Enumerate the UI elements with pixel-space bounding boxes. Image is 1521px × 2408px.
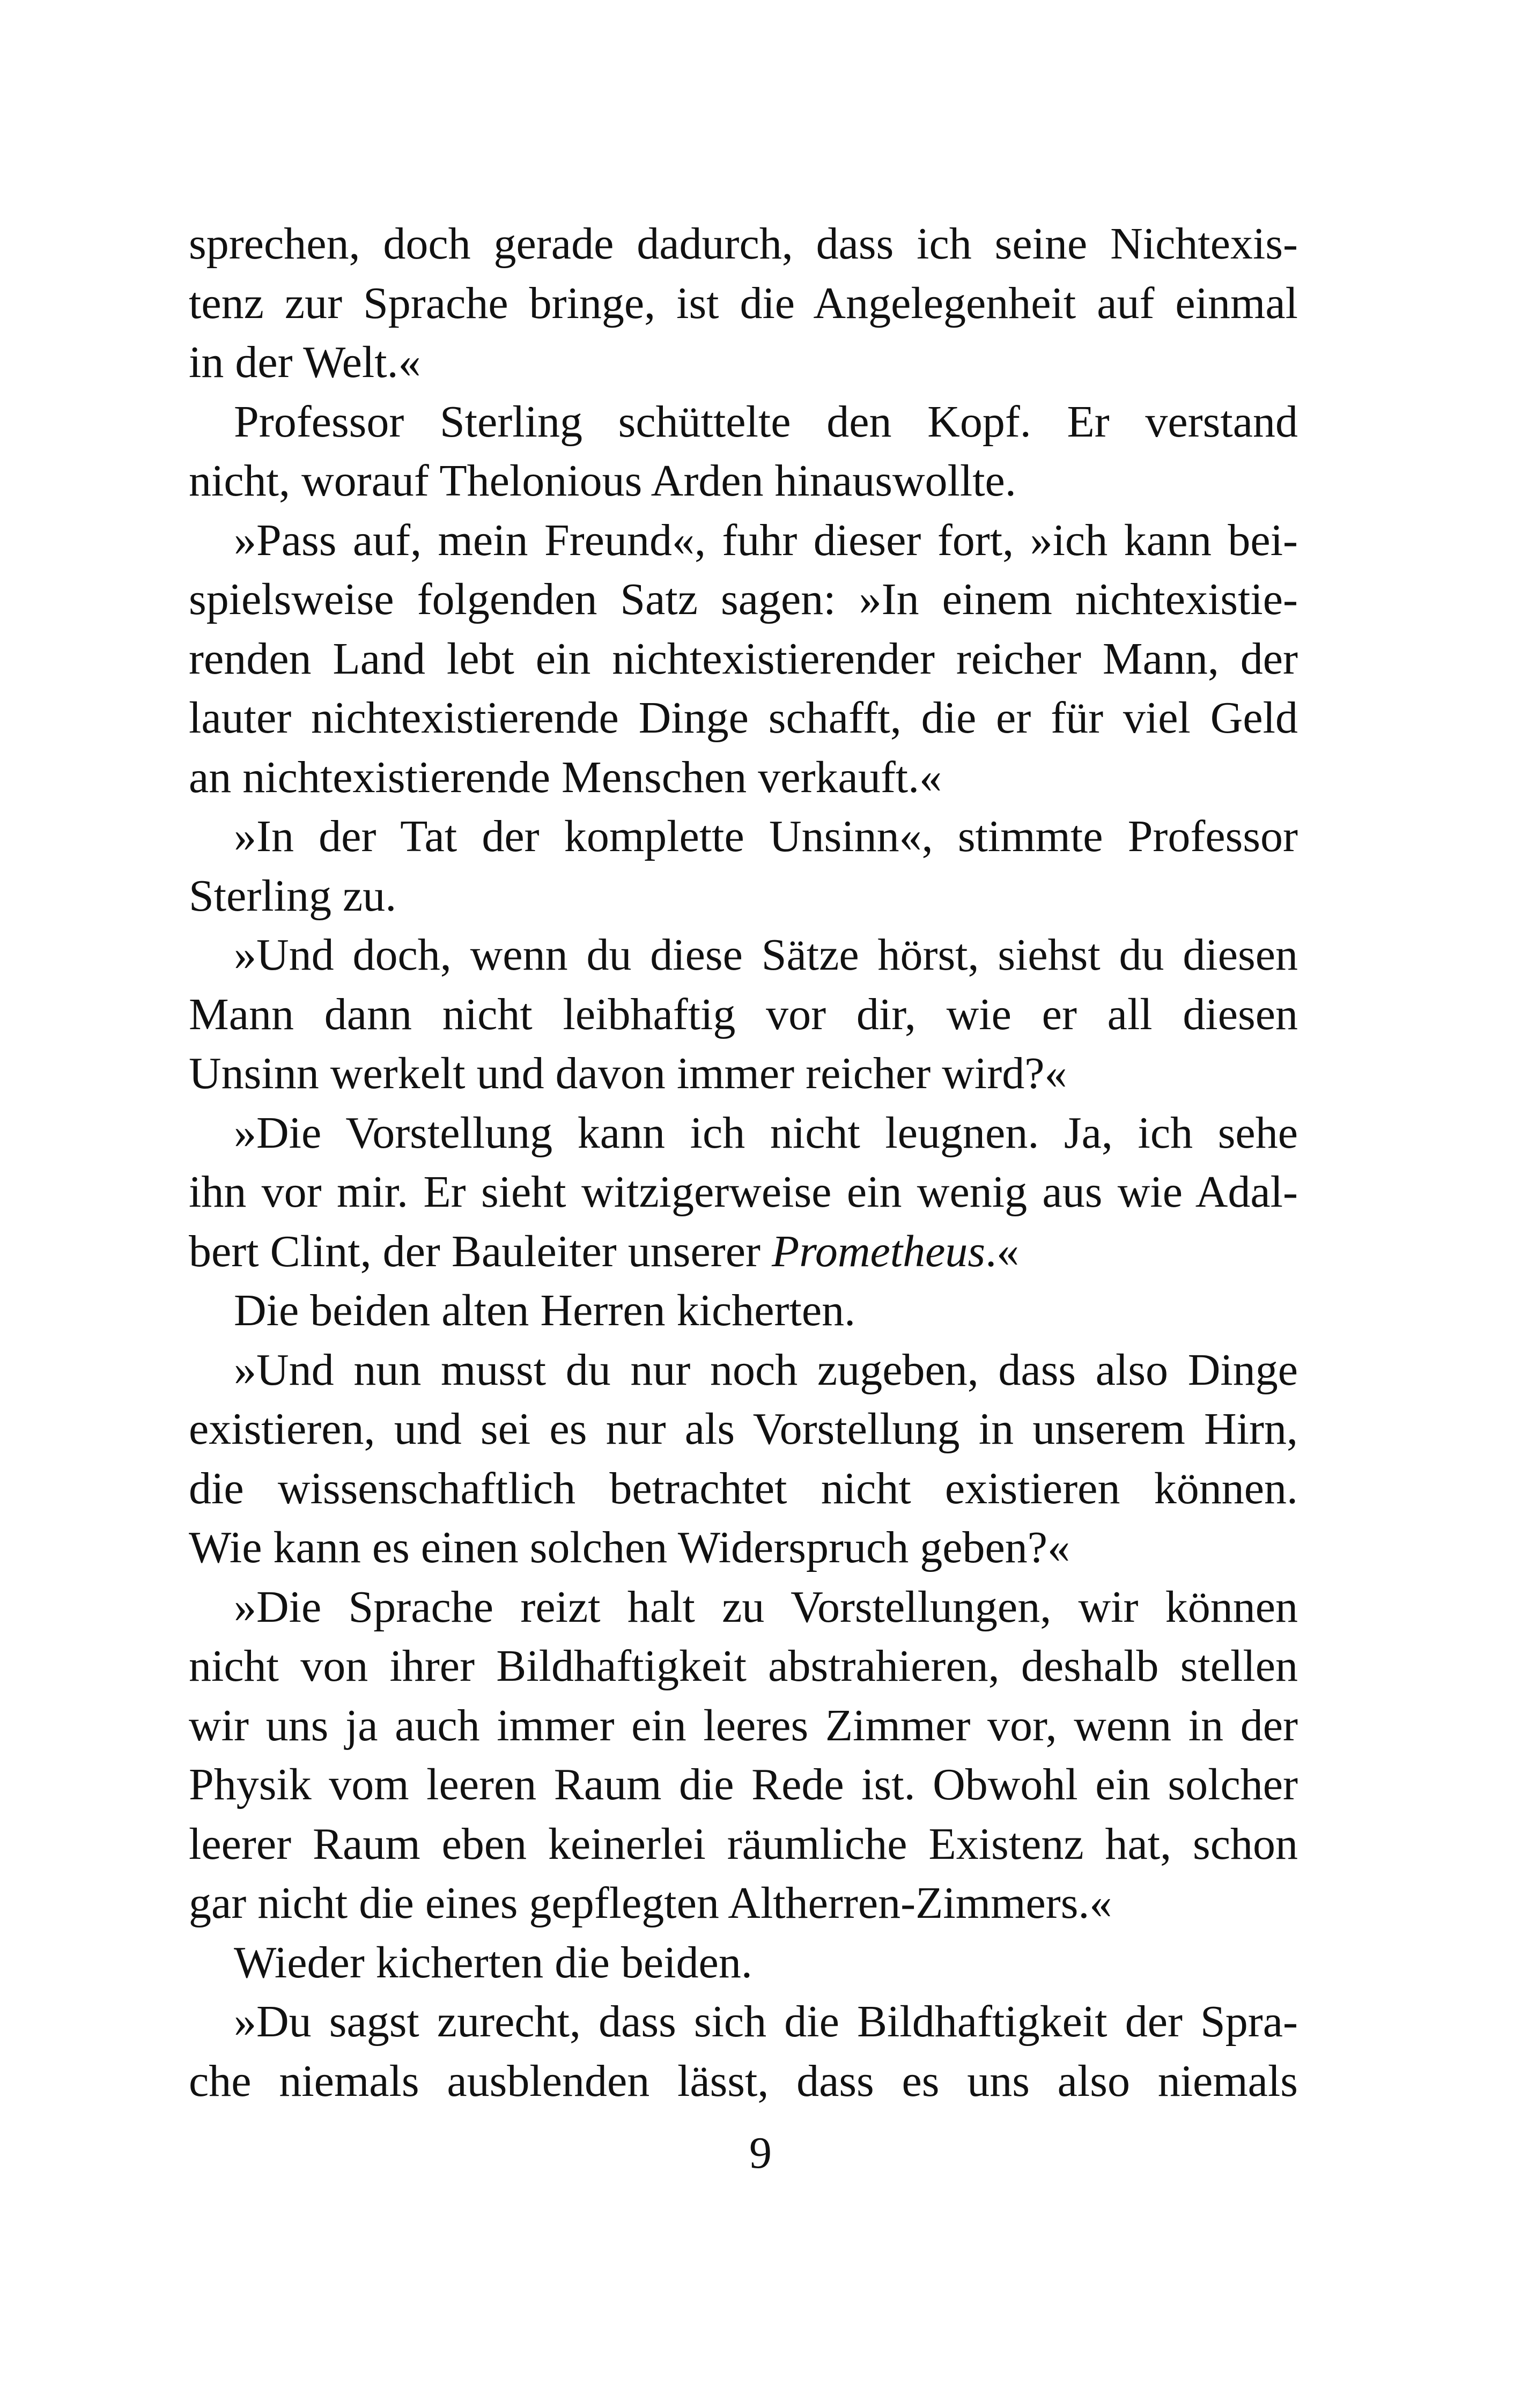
text-line-content: bert Clint, der Bauleiter unserer — [189, 1226, 772, 1276]
text-line-content: Unsinn werkelt und davon immer reicher wird?« — [189, 1048, 1067, 1098]
text-line-content: die wissenschaftlich betrachtet nicht existieren können. — [189, 1463, 1298, 1513]
text-line-content: »Du sagst zurecht, dass sich die Bildhaftigkeit der Spra- — [234, 1997, 1298, 2047]
text-line — [189, 630, 1298, 689]
text-line-content: renden Land lebt ein nichtexistierender reicher Mann, der — [189, 633, 1298, 684]
text-line — [189, 2052, 1298, 2111]
text-line-content: Professor Sterling schüttelte den Kopf. Er verstand — [234, 396, 1298, 447]
text-line — [189, 1578, 1298, 1637]
text-line-content: tenz zur Sprache bringe, ist die Angelegenheit auf einmal — [189, 278, 1298, 328]
text-line-content: nicht von ihrer Bildhaftigkeit abstrahieren, deshalb stellen — [189, 1641, 1298, 1691]
text-line — [189, 985, 1298, 1045]
text-line-content: »Pass auf, mein Freund«, fuhr dieser fort, »ich kann bei- — [234, 515, 1298, 565]
text-line-content: an nichtexistierende Menschen verkauft.« — [189, 752, 942, 802]
text-line — [189, 1222, 1298, 1282]
text-line-content: Physik vom leeren Raum die Rede ist. Obwohl ein solcher — [189, 1760, 1298, 1809]
text-line — [189, 570, 1298, 630]
text-line — [189, 1637, 1298, 1696]
text-line-content: wir uns ja auch immer ein leeres Zimmer vor, wenn in der — [189, 1700, 1298, 1750]
text-line-content: Mann dann nicht leibhaftig vor dir, wie er all diesen — [189, 989, 1298, 1039]
text-line — [189, 1104, 1298, 1163]
text-line-content: Sterling zu. — [189, 870, 397, 921]
text-line-content: »Und nun musst du nur noch zugeben, dass also Dinge — [234, 1345, 1298, 1395]
text-line-content: gar nicht die eines gepflegten Altherren-Zimmers.« — [189, 1878, 1112, 1928]
text-line-content: lauter nichtexistierende Dinge schafft, die er für viel Geld — [189, 693, 1298, 743]
text-line — [189, 1163, 1298, 1222]
text-line — [189, 511, 1298, 571]
text-line — [189, 807, 1298, 867]
text-line — [189, 215, 1298, 274]
text-line-content: Wieder kicherten die beiden. — [234, 1937, 752, 1988]
text-line-content: »Die Sprache reizt halt zu Vorstellungen, wir können — [234, 1582, 1298, 1632]
text-line-content: ihn vor mir. Er sieht witzigerweise ein wenig aus wie Adal- — [189, 1167, 1298, 1217]
text-line-content: Die beiden alten Herren kicherten. — [234, 1286, 856, 1335]
text-line — [189, 1459, 1298, 1519]
text-line-tail: .« — [985, 1226, 1020, 1276]
text-line — [189, 333, 1298, 393]
text-line — [189, 1400, 1298, 1459]
text-line — [189, 689, 1298, 748]
text-line — [189, 1341, 1298, 1400]
body-text — [189, 215, 1298, 2111]
text-line — [189, 1992, 1298, 2052]
text-line-content: Wie kann es einen solchen Widerspruch geben?« — [189, 1523, 1070, 1572]
text-line — [189, 1518, 1298, 1578]
text-line-content: in der Welt.« — [189, 337, 421, 387]
text-line — [189, 1874, 1298, 1933]
text-line-content: che niemals ausblenden lässt, dass es uns also niemals — [189, 2056, 1298, 2106]
text-line — [189, 1696, 1298, 1756]
text-line-content: existieren, und sei es nur als Vorstellung in unserem Hirn, — [189, 1404, 1298, 1454]
text-line — [189, 867, 1298, 926]
text-line-content: sprechen, doch gerade dadurch, dass ich seine Nichtexis- — [189, 219, 1298, 269]
text-line — [189, 926, 1298, 985]
text-line — [189, 1755, 1298, 1815]
text-line-content: nicht, worauf Thelonious Arden hinauswollte. — [189, 456, 1016, 506]
text-line — [189, 1281, 1298, 1341]
text-line — [189, 1933, 1298, 1993]
text-line — [189, 452, 1298, 511]
text-line-content: »Die Vorstellung kann ich nicht leugnen. Ja, ich sehe — [234, 1107, 1298, 1158]
text-line — [189, 1044, 1298, 1104]
text-line-content: spielsweise folgenden Satz sagen: »In einem nichtexistie- — [189, 574, 1298, 624]
text-line-content: »In der Tat der komplette Unsinn«, stimmte Professor — [234, 811, 1298, 861]
text-line-content: »Und doch, wenn du diese Sätze hörst, siehst du diesen — [234, 930, 1298, 980]
italic-title: Prometheus — [771, 1226, 986, 1276]
text-line-content: leerer Raum eben keinerlei räumliche Existenz hat, schon — [189, 1819, 1298, 1869]
text-line — [189, 393, 1298, 452]
text-line — [189, 1815, 1298, 1874]
text-line — [189, 748, 1298, 808]
text-line — [189, 274, 1298, 334]
page-number: 9 — [749, 2128, 772, 2178]
